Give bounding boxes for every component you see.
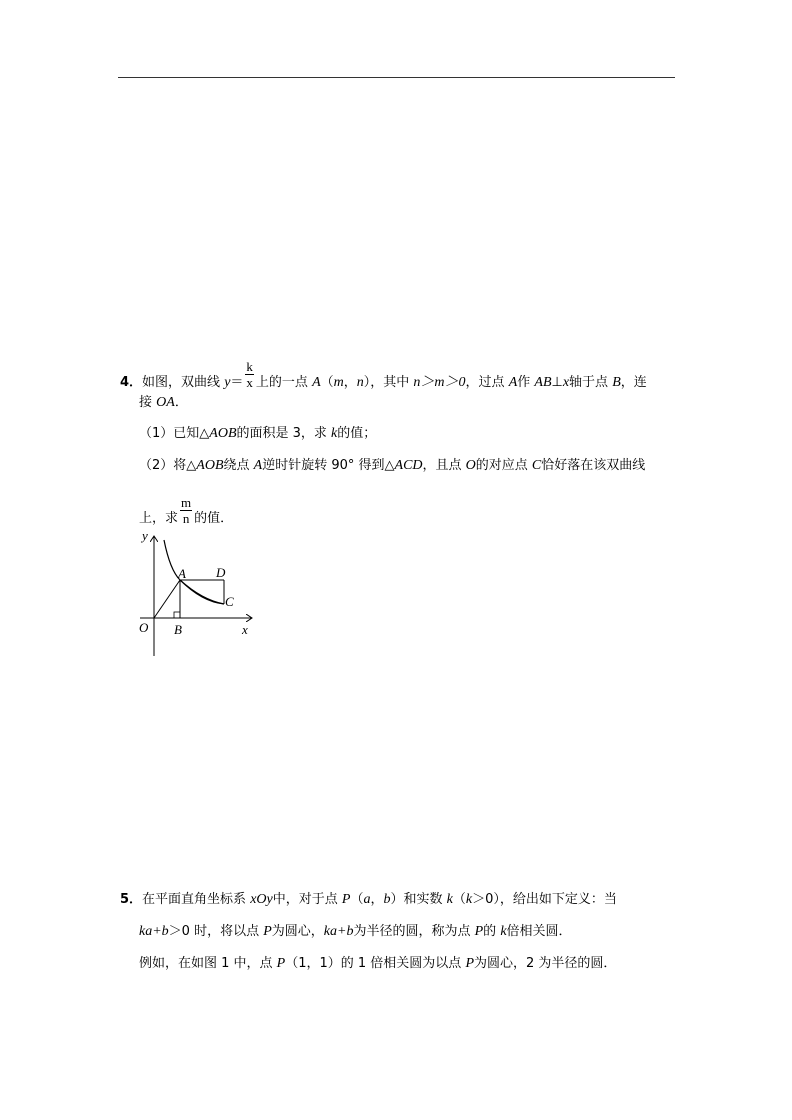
q4-part-1: （1）已知△AOB的面积是 3，求 k的值； — [139, 426, 377, 441]
q5-number: 5． — [120, 892, 143, 907]
header-rule — [118, 77, 675, 78]
q4-number: 4． — [120, 375, 143, 390]
q4-line-1: 4．如图，双曲线 y＝ $\frac{k}{x}$ 上的一点 A（m，n），其中 n＞m＞0，过点 A作 AB⊥x轴于点 B，连 — [120, 359, 647, 390]
hyperbola-curve — [164, 540, 224, 604]
q4-part-2-cont: 上，求 $\frac{m}{n}$ 的值． — [139, 495, 234, 526]
label-x: x — [242, 622, 248, 637]
label-c: C — [225, 594, 234, 609]
q4-line-2: 接 OA． — [139, 395, 188, 410]
label-y: y — [142, 528, 148, 543]
q5-line-2: ka+b＞0 时，将以点 P为圆心，ka+b为半径的圆，称为点 P的 k倍相关圆． — [139, 924, 572, 939]
label-a: A — [178, 566, 186, 581]
arc-a-to-c — [180, 580, 224, 604]
fraction-k-over-x: $\frac{k}{x}$ — [246, 359, 253, 390]
hyperbola-figure — [136, 528, 258, 658]
q4-part-2: （2）将△AOB绕点 A逆时针旋转 90° 得到△ACD，且点 O的对应点 C恰好落在该双曲线 — [139, 458, 646, 473]
label-o: O — [139, 620, 149, 635]
label-b: B — [174, 622, 182, 637]
q5-line-3: 例如，在如图 1 中，点 P（1，1）的 1 倍相关圆为以点 P为圆心，2 为半径的圆． — [139, 956, 617, 971]
right-angle-mark — [174, 612, 180, 618]
fraction-m-over-n: $\frac{m}{n}$ — [181, 495, 192, 526]
label-d: D — [216, 565, 226, 580]
q5-line-1: 5．在平面直角坐标系 xOy中，对于点 P（a，b）和实数 k（k＞0），给出如下定义：当 — [120, 892, 617, 907]
